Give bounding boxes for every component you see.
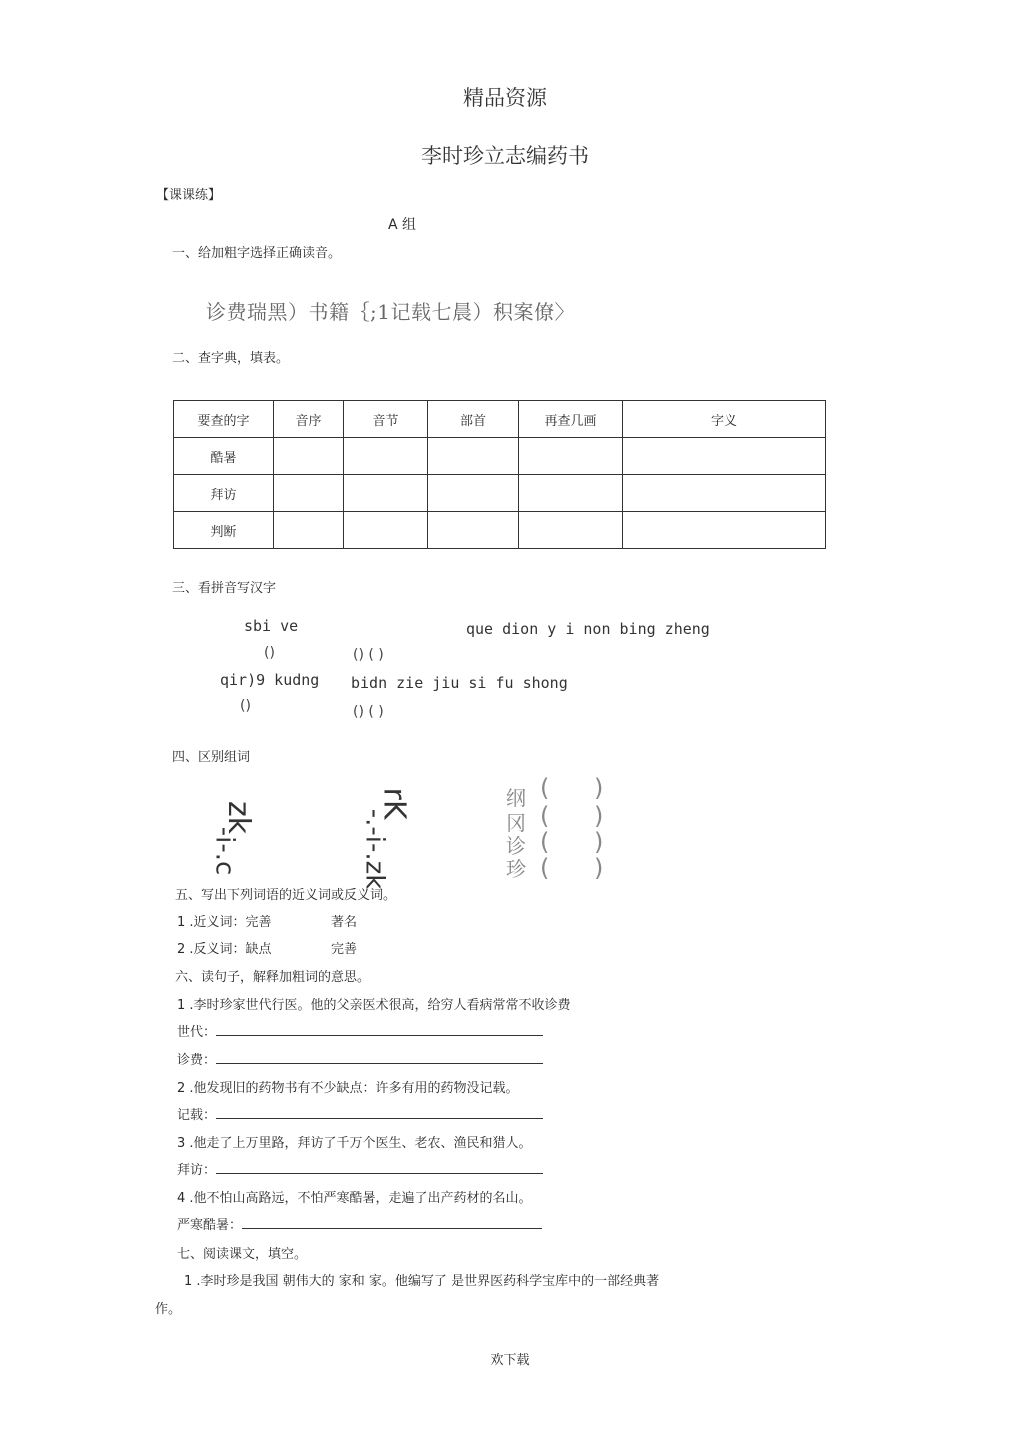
q6-word: 世代： bbox=[177, 1025, 217, 1040]
table-cell-blank[interactable] bbox=[274, 438, 344, 475]
q4-paren-open: ( bbox=[540, 828, 550, 856]
q4-char: 诊 bbox=[506, 834, 526, 858]
q4-heading: 四、区别组词 bbox=[172, 750, 251, 765]
q6-word-label bbox=[177, 1214, 542, 1233]
q3-pinyin-2: que dion y i non bing zheng bbox=[466, 620, 710, 638]
table-cell-blank[interactable] bbox=[623, 438, 826, 475]
q3-pinyin-3: qir)9 kudng bbox=[220, 671, 320, 689]
document-title: 李时珍立志编药书 bbox=[421, 144, 589, 168]
q5-item-word: 完善 bbox=[331, 942, 358, 957]
q3-pinyin-1: sbi ve bbox=[244, 617, 299, 635]
table-cell-blank[interactable] bbox=[274, 512, 344, 549]
q3-answer-paren: () ( ) bbox=[353, 704, 384, 720]
q3-pinyin-4: bidn zie jiu si fu shong bbox=[351, 674, 568, 692]
q5-item-label: 2 .反义词：缺点 bbox=[177, 942, 272, 957]
table-row bbox=[174, 438, 826, 475]
table-header-cell: 字义 bbox=[623, 401, 826, 438]
q6-word: 记载： bbox=[177, 1108, 217, 1123]
q4-paren-close: ) bbox=[594, 774, 604, 802]
q6-word: 拜访： bbox=[177, 1163, 217, 1178]
q7-heading: 七、阅读课文，填空。 bbox=[177, 1247, 308, 1262]
answer-blank[interactable] bbox=[216, 1053, 543, 1064]
table-cell-blank[interactable] bbox=[428, 438, 519, 475]
q6-sentence: 3 .他走了上万里路，拜访了千万个医生、老农、渔民和猎人。 bbox=[177, 1136, 532, 1151]
table-cell-blank[interactable] bbox=[623, 512, 826, 549]
q4-rotated-text: -.-i-.zk bbox=[359, 808, 390, 890]
q4-rotated-text: -i-.c bbox=[209, 826, 240, 876]
answer-blank[interactable] bbox=[216, 1108, 543, 1119]
page-footer: 欢下载 bbox=[490, 1353, 530, 1368]
q6-word-label bbox=[177, 1049, 543, 1068]
q3-answer-paren: () ( ) bbox=[353, 647, 384, 663]
dictionary-table bbox=[173, 400, 826, 549]
q3-answer-paren: () bbox=[264, 645, 275, 661]
table-cell-blank[interactable] bbox=[344, 438, 428, 475]
table-cell-blank[interactable] bbox=[344, 512, 428, 549]
q4-char: 冈 bbox=[506, 811, 526, 835]
answer-blank[interactable] bbox=[242, 1218, 542, 1229]
table-row-word: 判断 bbox=[174, 512, 274, 549]
q6-sentence: 1 .李时珍家世代行医。他的父亲医术很高，给穷人看病常常不收诊费 bbox=[177, 998, 571, 1013]
table-cell-blank[interactable] bbox=[519, 438, 623, 475]
q4-rotated-text: zk bbox=[221, 800, 257, 835]
q4-paren-open: ( bbox=[540, 774, 550, 802]
table-header-cell: 音序 bbox=[274, 401, 344, 438]
answer-blank[interactable] bbox=[216, 1163, 543, 1174]
table-header-cell: 再查几画 bbox=[519, 401, 623, 438]
q1-pinyin-line: 诊费瑞黑）书籍｛;1记载七晨）积案僚〉 bbox=[206, 300, 575, 324]
q6-word: 诊费： bbox=[177, 1053, 217, 1068]
q5-item-label: 1 .近义词：完善 bbox=[177, 915, 272, 930]
q2-heading: 二、查字典，填表。 bbox=[172, 351, 290, 366]
q7-sentence-cont: 作。 bbox=[155, 1302, 182, 1317]
q6-word-label bbox=[177, 1021, 543, 1040]
page-header-title: 精品资源 bbox=[463, 86, 547, 110]
q3-heading: 三、看拼音写汉字 bbox=[172, 581, 277, 596]
q4-paren-open: ( bbox=[540, 802, 550, 830]
table-row-word: 拜访 bbox=[174, 475, 274, 512]
table-row bbox=[174, 475, 826, 512]
table-cell-blank[interactable] bbox=[519, 512, 623, 549]
q1-heading: 一、给加粗字选择正确读音。 bbox=[172, 246, 342, 261]
table-row-word: 酷暑 bbox=[174, 438, 274, 475]
q6-word-label bbox=[177, 1104, 543, 1123]
q6-heading: 六、读句子，解释加粗词的意思。 bbox=[175, 970, 371, 985]
q4-paren-close: ) bbox=[594, 854, 604, 882]
q7-sentence: 1 .李时珍是我国 朝伟大的 家和 家。他编写了 是世界医药科学宝库中的一部经典著 bbox=[184, 1274, 660, 1289]
q4-paren-close: ) bbox=[594, 828, 604, 856]
q4-char: 纲 bbox=[506, 786, 526, 810]
group-label: A 组 bbox=[388, 217, 417, 233]
q5-heading: 五、写出下列词语的近义词或反义词。 bbox=[175, 888, 397, 903]
q6-sentence: 4 .他不怕山高路远，不怕严寒酷暑，走遍了出产药材的名山。 bbox=[177, 1191, 532, 1206]
table-header-cell: 音节 bbox=[344, 401, 428, 438]
table-cell-blank[interactable] bbox=[428, 475, 519, 512]
q4-paren-close: ) bbox=[594, 802, 604, 830]
q6-sentence: 2 .他发现旧的药物书有不少缺点：许多有用的药物没记载。 bbox=[177, 1081, 519, 1096]
section-tag: 【课课练】 bbox=[156, 188, 222, 203]
q4-rotated-text: rK bbox=[376, 787, 412, 820]
table-header-cell: 要查的字 bbox=[174, 401, 274, 438]
table-cell-blank[interactable] bbox=[623, 475, 826, 512]
table-cell-blank[interactable] bbox=[519, 475, 623, 512]
table-row bbox=[174, 512, 826, 549]
q4-paren-open: ( bbox=[540, 854, 550, 882]
table-header-cell: 部首 bbox=[428, 401, 519, 438]
q5-item-word: 著名 bbox=[331, 915, 358, 930]
q3-answer-paren: () bbox=[240, 698, 251, 714]
table-cell-blank[interactable] bbox=[344, 475, 428, 512]
answer-blank[interactable] bbox=[216, 1025, 543, 1036]
q4-char: 珍 bbox=[506, 857, 526, 881]
table-cell-blank[interactable] bbox=[428, 512, 519, 549]
q6-word: 严寒酷暑： bbox=[177, 1218, 243, 1233]
table-cell-blank[interactable] bbox=[274, 475, 344, 512]
q6-word-label bbox=[177, 1159, 543, 1178]
table-header-row bbox=[174, 401, 826, 438]
